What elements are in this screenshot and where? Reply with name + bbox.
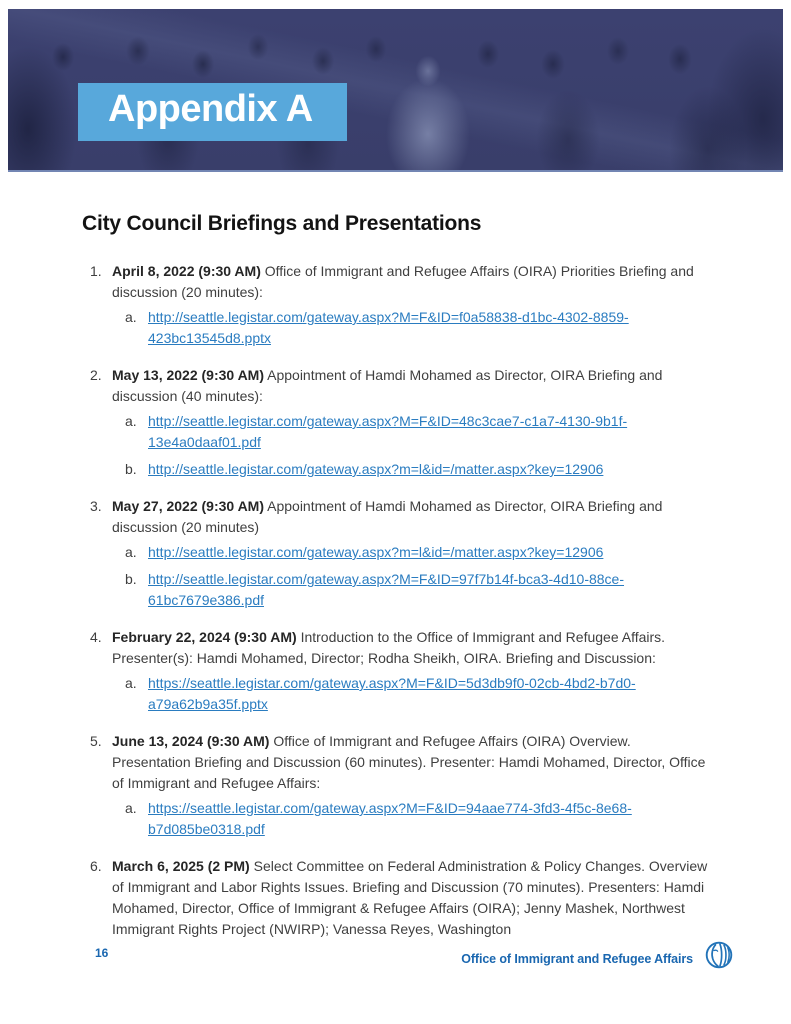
list-item-body (112, 731, 712, 846)
briefing-text (112, 627, 712, 669)
section-title: City Council Briefings and Presentations (82, 212, 482, 235)
legistar-link[interactable]: https://seattle.legistar.com/gateway.aspx?M=F&ID=94aae774-3fd3-4f5c-8e68-b7d085be0318.pdf (148, 800, 632, 837)
list-item (90, 731, 712, 846)
legistar-link[interactable]: http://seattle.legistar.com/gateway.aspx?m=l&id=/matter.aspx?key=12906 (148, 461, 604, 477)
briefing-date: June 13, 2024 (9:30 AM) (112, 733, 270, 749)
sub-item-marker: a. (125, 800, 137, 816)
legistar-link[interactable]: https://seattle.legistar.com/gateway.aspx?M=F&ID=5d3db9f0-02cb-4bd2-b7d0-a79a62b9a35f.pptx (148, 675, 636, 712)
briefing-date: February 22, 2024 (9:30 AM) (112, 629, 297, 645)
legistar-link[interactable]: http://seattle.legistar.com/gateway.aspx?M=F&ID=48c3cae7-c1a7-4130-9b1f-13e4a0daaf01.pdf (148, 413, 628, 450)
list-item (90, 856, 712, 940)
briefing-description: Office of Immigrant and Refugee Affairs (OIRA) Overview. Presentation Briefing and Discussion (60 minutes). Presenter: Hamdi Mohamed, Director, Office of Immigrant and Refugee Affairs: (112, 733, 706, 791)
list-item-body (112, 496, 712, 617)
list-item (90, 261, 712, 355)
footer-branding (461, 941, 733, 969)
sub-item-marker: a. (125, 544, 137, 560)
sub-item-marker: b. (125, 461, 137, 477)
link-sublist (125, 798, 712, 840)
sub-item-marker: a. (125, 413, 137, 429)
briefing-date: April 8, 2022 (9:30 AM) (112, 263, 261, 279)
briefing-description: Appointment of Hamdi Mohamed as Director, OIRA Briefing and discussion (20 minutes) (112, 498, 663, 535)
legistar-link[interactable]: http://seattle.legistar.com/gateway.aspx?M=F&ID=f0a58838-d1bc-4302-8859-423bc13545d8.pptx (148, 309, 629, 346)
seattle-city-logo-icon (705, 941, 733, 969)
link-row (125, 569, 712, 611)
briefing-text (112, 731, 712, 794)
link-sublist (125, 542, 712, 611)
list-item-body (112, 856, 712, 940)
appendix-title: Appendix A (108, 88, 313, 130)
briefing-description: Select Committee on Federal Administration & Policy Changes. Overview of Immigrant and Labor Rights Issues. Briefing and Discussion (70 minutes). Presenters: Hamdi Mohamed, Director, Office of Immigrant & Refugee Affairs (OIRA); Jenny Mashek, Northwest Immigrant Rights Project (NWIRP); Vanessa Reyes, Washington (112, 858, 708, 937)
link-sublist (125, 411, 712, 480)
briefing-description: Appointment of Hamdi Mohamed as Director, OIRA Briefing and discussion (40 minutes): (112, 367, 663, 404)
sub-item-marker: b. (125, 571, 137, 587)
list-item-number: 5. (90, 733, 102, 749)
list-item-number: 3. (90, 498, 102, 514)
list-item-number: 4. (90, 629, 102, 645)
list-item-body (112, 261, 712, 355)
appendix-title-banner (78, 83, 347, 141)
header-photo (8, 9, 783, 172)
link-sublist (125, 307, 712, 349)
list-item (90, 496, 712, 617)
link-row (125, 411, 712, 453)
link-row (125, 673, 712, 715)
link-row (125, 542, 712, 563)
link-row (125, 459, 712, 480)
briefing-list (90, 261, 712, 950)
link-row (125, 307, 712, 349)
legistar-link[interactable]: http://seattle.legistar.com/gateway.aspx?m=l&id=/matter.aspx?key=12906 (148, 544, 604, 560)
list-item-body (112, 627, 712, 721)
briefing-text (112, 365, 712, 407)
briefing-text (112, 496, 712, 538)
list-item-number: 2. (90, 367, 102, 383)
briefing-description: Office of Immigrant and Refugee Affairs (OIRA) Priorities Briefing and discussion (20 minutes): (112, 263, 694, 300)
page-number: 16 (95, 946, 109, 960)
page-footer (0, 941, 791, 973)
sub-item-marker: a. (125, 309, 137, 325)
legistar-link[interactable]: http://seattle.legistar.com/gateway.aspx?M=F&ID=97f7b14f-bca3-4d10-88ce-61bc7679e386.pdf (148, 571, 625, 608)
briefing-text (112, 856, 712, 940)
list-item (90, 627, 712, 721)
list-item (90, 365, 712, 486)
briefing-date: May 13, 2022 (9:30 AM) (112, 367, 264, 383)
briefing-description: Introduction to the Office of Immigrant and Refugee Affairs. Presenter(s): Hamdi Mohamed, Director; Rodha Sheikh, OIRA. Briefing and Discussion: (112, 629, 666, 666)
briefing-text (112, 261, 712, 303)
briefing-date: May 27, 2022 (9:30 AM) (112, 498, 264, 514)
footer-org-name: Office of Immigrant and Refugee Affairs (461, 952, 693, 966)
briefing-date: March 6, 2025 (2 PM) (112, 858, 250, 874)
list-item-body (112, 365, 712, 486)
link-row (125, 798, 712, 840)
link-sublist (125, 673, 712, 715)
sub-item-marker: a. (125, 675, 137, 691)
list-item-number: 6. (90, 858, 102, 874)
list-item-number: 1. (90, 263, 102, 279)
